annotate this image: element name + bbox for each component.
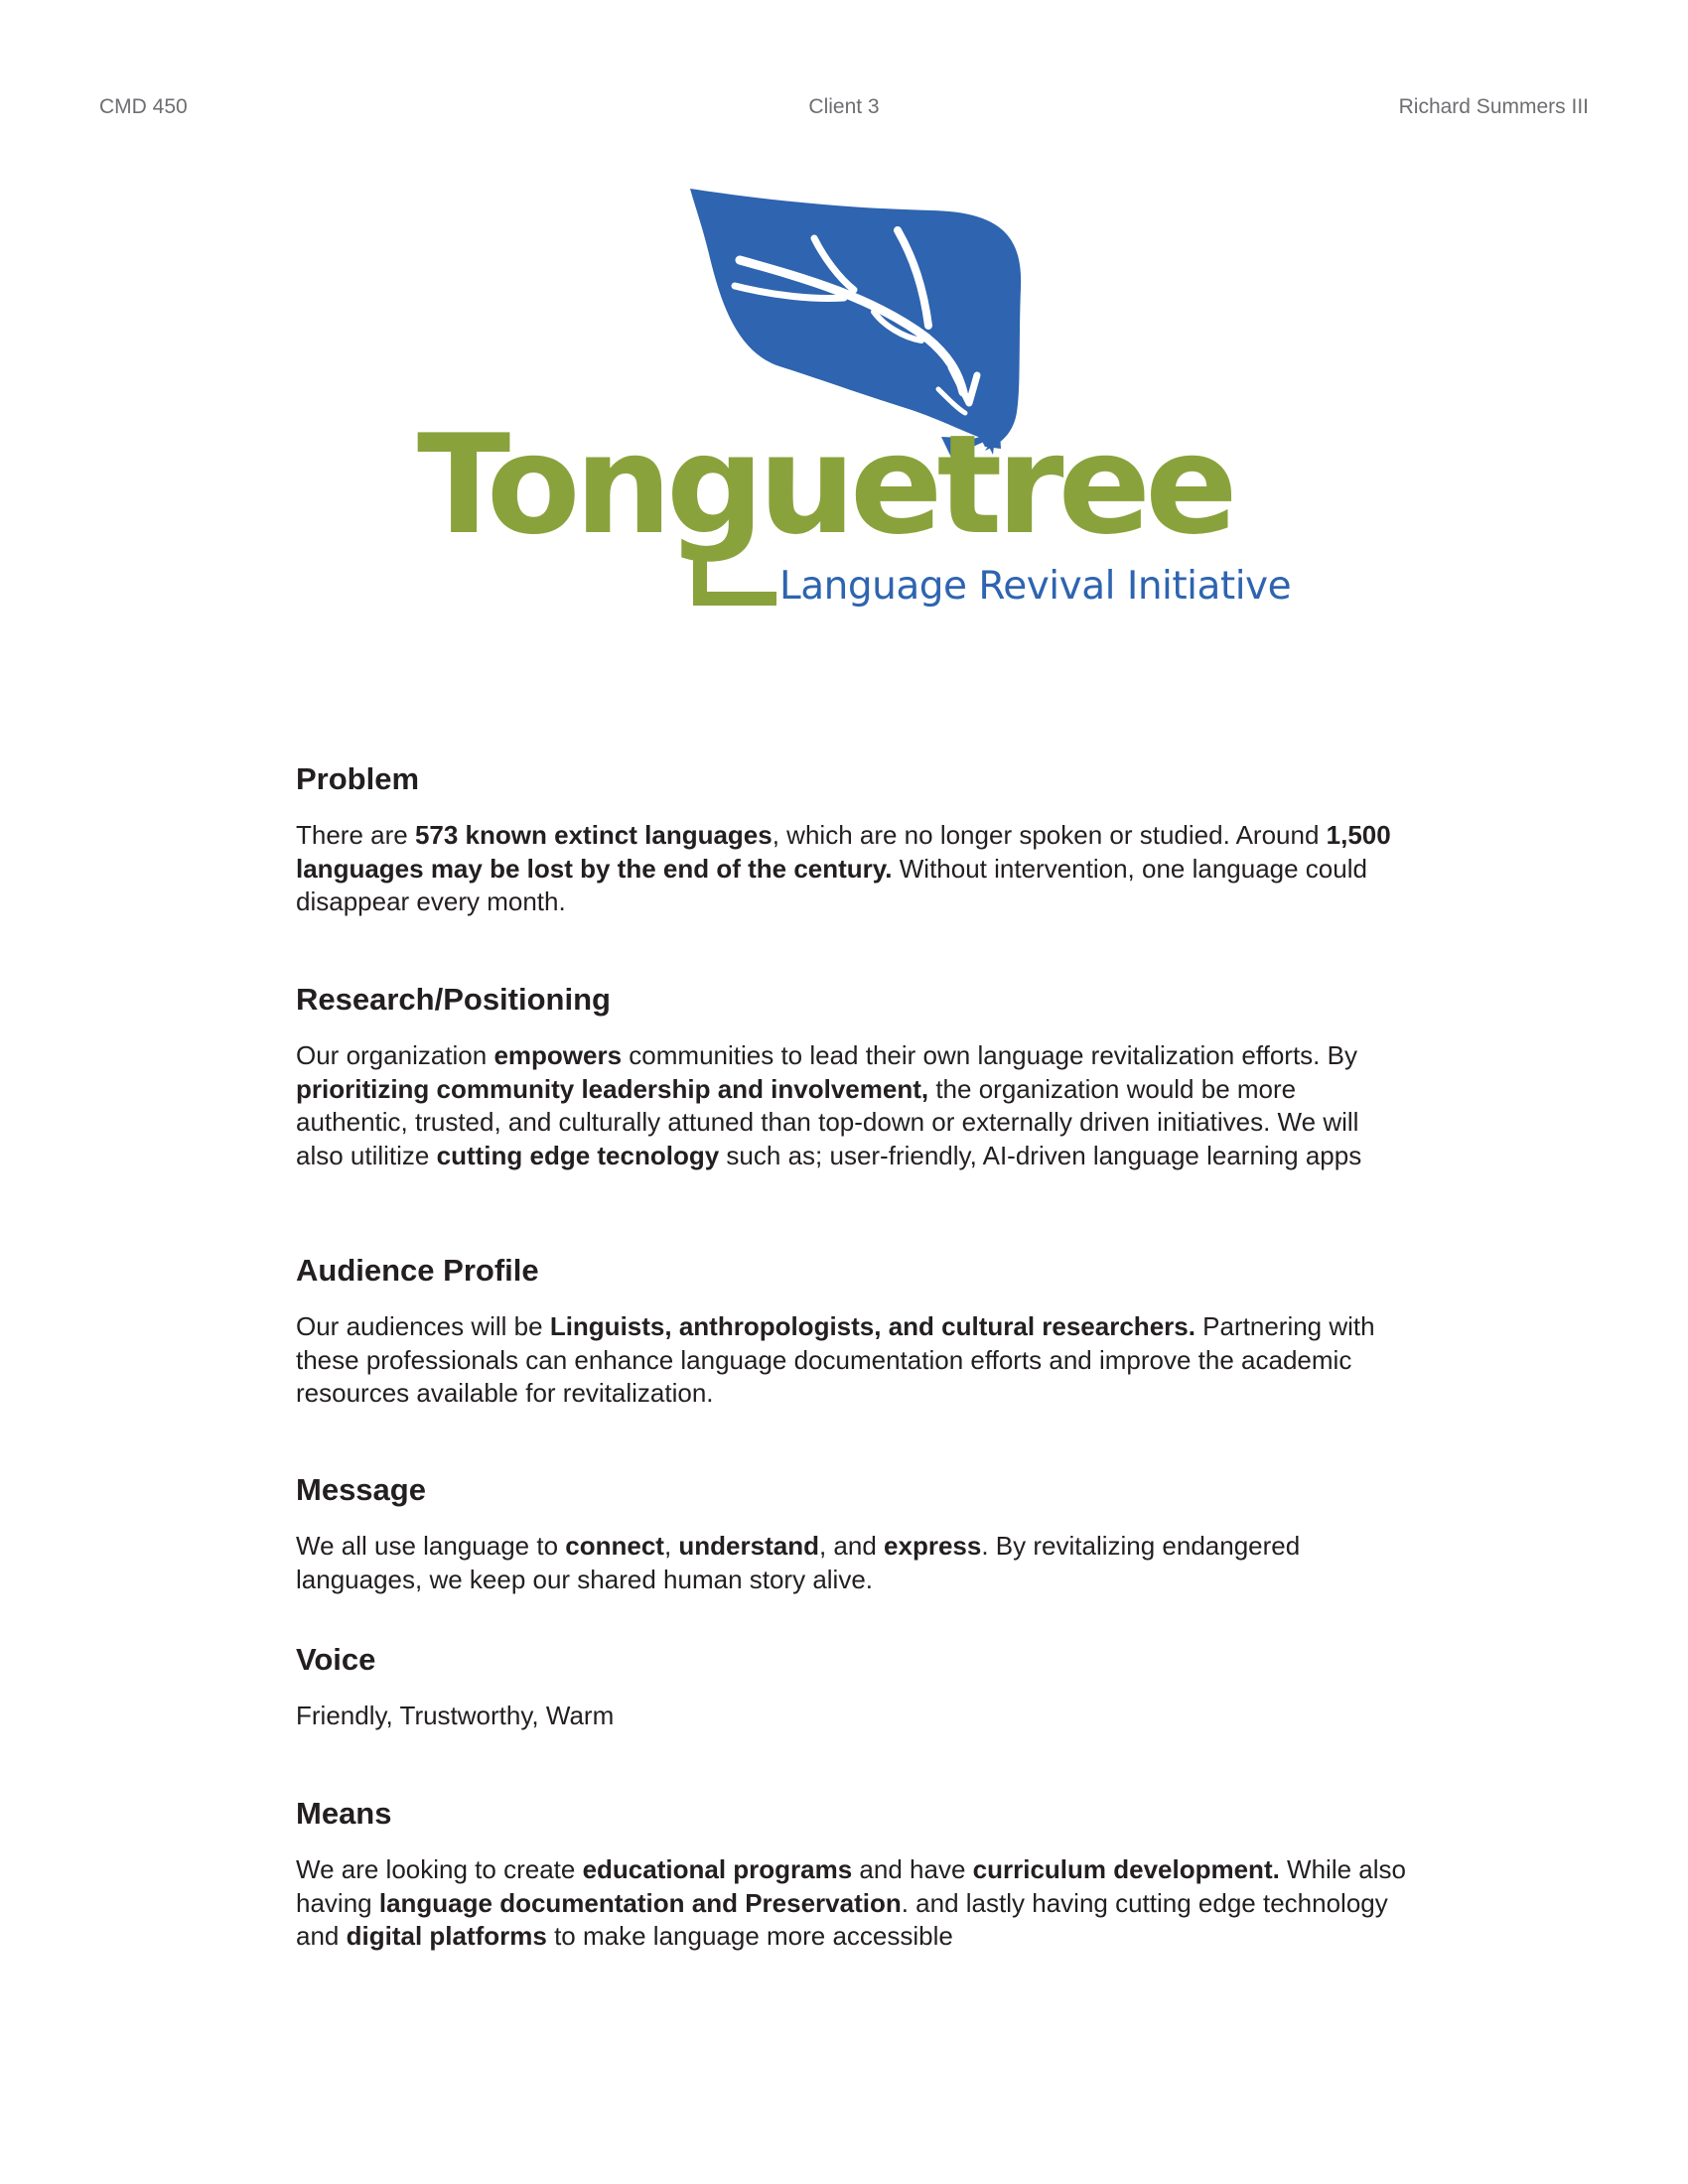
section-means (296, 1795, 1408, 1954)
body-text: , and (818, 1531, 885, 1562)
body-text: Partnering with these professionals can enhance language documentation efforts and improve the academic resources available for revitalization. (296, 1311, 1375, 1409)
section-message (296, 1471, 1408, 1596)
body-text: Our organization (296, 1040, 494, 1071)
emphasis-text: express (884, 1531, 982, 1562)
body-text: , (663, 1531, 679, 1562)
section-heading: Audience Profile (296, 1253, 539, 1288)
emphasis-text: empowers (493, 1040, 623, 1071)
client-label: Client 3 (808, 95, 880, 118)
tonguetree-logo (377, 179, 1311, 615)
emphasis-text: connect (565, 1531, 664, 1562)
section-body (296, 1039, 1408, 1172)
emphasis-text: 573 known extinct languages (414, 820, 773, 851)
section-heading: Means (296, 1796, 392, 1831)
body-text: the organization would be more authentic, trusted, and culturally attuned than top-down or externally driven initiatives. We will also utilitize (296, 1073, 1359, 1170)
logo-bracket-icon (693, 546, 776, 615)
emphasis-text: cutting edge tecnology (436, 1140, 720, 1170)
body-text: Friendly, Trustworthy, Warm (296, 1701, 615, 1731)
section-body (296, 819, 1408, 919)
page-header (99, 95, 1589, 125)
section-heading: Message (296, 1472, 426, 1507)
body-text: . and lastly having cutting edge technology and (296, 1887, 1388, 1952)
body-text: We are looking to create (296, 1854, 583, 1885)
section-heading: Voice (296, 1642, 376, 1677)
body-text: While also having (296, 1854, 1406, 1918)
body-text: . By revitalizing endangered languages, we keep our shared human story alive. (296, 1531, 1301, 1594)
logo-tagline: Language Revival Initiative (779, 564, 1292, 609)
section-research-positioning (296, 981, 1408, 1172)
body-text: Without intervention, one language could disappear every month. (296, 853, 1367, 917)
emphasis-text: prioritizing community leadership and involvement, (296, 1073, 929, 1104)
logo-wordmark: Tonguetree (417, 405, 1232, 565)
body-text: to make language more accessible (546, 1921, 953, 1952)
body-text: We all use language to (296, 1531, 566, 1562)
section-body (296, 1310, 1408, 1411)
emphasis-text: educational programs (582, 1854, 853, 1885)
course-code: CMD 450 (99, 95, 188, 118)
section-body (296, 1853, 1408, 1954)
section-heading: Research/Positioning (296, 982, 611, 1017)
section-body (296, 1530, 1408, 1596)
emphasis-text: digital platforms (346, 1921, 547, 1952)
section-heading: Problem (296, 761, 420, 796)
emphasis-text: Linguists, anthropologists, and cultural researchers. (549, 1311, 1196, 1342)
section-audience-profile (296, 1252, 1408, 1411)
section-problem (296, 760, 1408, 919)
emphasis-text: 1,500 languages may be lost by the end of the century. (296, 820, 1391, 884)
body-text: such as; user-friendly, AI-driven language learning apps (719, 1140, 1362, 1170)
emphasis-text: understand (678, 1531, 819, 1562)
body-text: Our audiences will be (296, 1311, 550, 1342)
emphasis-text: language documentation and Preservation (378, 1887, 902, 1918)
body-text: , which are no longer spoken or studied. Around (772, 820, 1327, 851)
body-text: There are (296, 820, 415, 851)
emphasis-text: curriculum development. (972, 1854, 1280, 1885)
section-body (296, 1700, 614, 1733)
author-name: Richard Summers III (1398, 95, 1589, 118)
body-text: and have (852, 1854, 973, 1885)
body-text: communities to lead their own language revitalization efforts. By (622, 1040, 1357, 1071)
section-voice (296, 1641, 614, 1733)
